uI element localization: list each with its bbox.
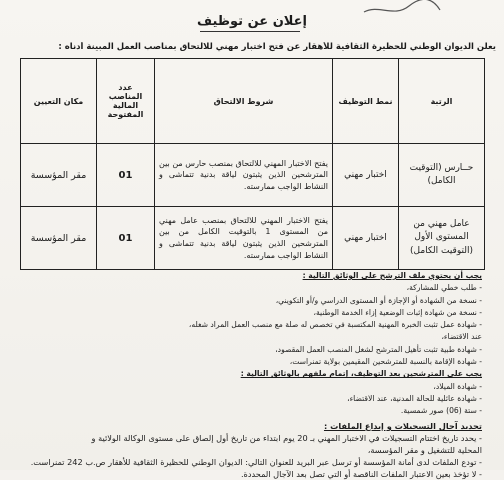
list-item: - شهادة الميلاد،: [182, 381, 482, 393]
cell-positions: 01: [97, 207, 155, 270]
intro-text: يعلن الديوان الوطني للحظيرة الثقافية للأهقار عن فتح اختبار مهني للالتحاق بمناصب العمل المبينة أدناه :: [58, 42, 496, 52]
title-underline: [200, 31, 300, 32]
cell-conditions: يفتح الاختبار المهني للالتحاق بمنصب عامل مهني من المستوى 1 بالتوقيت الكامل من بين المترشحين الذين يثبتون لياقة بدنية تتماشى و النشاط الواجب ممارسته.: [155, 207, 333, 270]
list-item: - شهادة عائلية للحالة المدنية، عند الاقتضاء،: [182, 393, 482, 405]
header-rank: الرتبة: [399, 59, 485, 144]
table-row: [21, 144, 485, 207]
header-place: مكان التعيين: [21, 59, 97, 144]
page-title: إعلان عن توظيف: [197, 14, 307, 29]
cell-conditions: يفتح الاختبار المهني للالتحاق بمنصب حارس من بين المترشحين الذين يثبتون لياقة بدنية تتماشى و النشاط الواجب ممارسته.: [155, 144, 333, 207]
cell-rank: عامل مهني من المستوى الأول (التوقيت الكامل): [399, 207, 485, 270]
list-item: - شهادة طبية تثبت تأهيل المترشح لشغل المنصب العمل المقصود،: [182, 344, 482, 356]
after-hiring-heading: يجب على المترشحين بعد التوظيف، إتمام ملفهم بالوثائق التالية :: [240, 369, 482, 379]
header-positions: عدد المناصب المالية المفتوحة: [97, 59, 155, 144]
header-conditions: شروط الالتحاق: [155, 59, 333, 144]
table-row: [21, 207, 485, 270]
required-documents: [182, 270, 482, 418]
list-item: - شهادة عمل تثبت الخبرة المهنية المكتسبة في تخصص له صلة مع منصب العمل المراد شغله، عند الاقتضاء،: [182, 319, 482, 344]
table-header-row: [21, 59, 485, 144]
deadlines-heading: تحديد آجال التسجيلات و إيداع الملفات :: [323, 421, 482, 431]
deadline-line: - يحدد تاريخ اختتام التسجيلات في الاختبار المهني بـ 20 يوم ابتداء من تاريخ أول إلصاق على مستوى الوكالة الولائية و: [12, 432, 482, 444]
cell-place: مقر المؤسسة: [21, 144, 97, 207]
deadline-line: المحلية للتشغيل و مقر المؤسسة،: [367, 445, 482, 455]
positions-table: [20, 58, 485, 270]
cell-positions: 01: [97, 144, 155, 207]
list-item: - شهادة الإقامة بالنسبة للمترشحين المقيمين بولاية تمنراست،: [182, 356, 482, 368]
deadline-line: - تودع الملفات لدى أمانة المؤسسة أو ترسل عبر البريد للعنوان التالي: الديوان الوطني للحظيرة الثقافية للأهقار ص.ب 242 تمنراست.: [12, 456, 482, 468]
cell-mode: اختبار مهني: [333, 144, 399, 207]
cell-place: مقر المؤسسة: [21, 207, 97, 270]
list-item: - طلب خطي للمشاركة،: [182, 282, 482, 294]
header-mode: نمط التوظيف: [333, 59, 399, 144]
list-item: - نسخة من الشهادة أو الإجازة أو المستوى الدراسي و/أو التكويني،: [182, 295, 482, 307]
list-item: - نسخة من شهادة إثبات الوضعية إزاء الخدمة الوطنية،: [182, 307, 482, 319]
documents-heading: يجب أن يحتوي ملف الترشح على الوثائق التالية :: [302, 271, 482, 280]
deadlines-section: [12, 420, 482, 480]
deadline-line: - لا تؤخذ بعين الاعتبار الملفات الناقصة أو التي تصل بعد الآجال المحددة.: [12, 468, 482, 480]
list-item: - ستة (06) صور شمسية.: [182, 405, 482, 417]
cell-mode: اختبار مهني: [333, 207, 399, 270]
cell-rank: حــارس (التوقيت الكامل): [399, 144, 485, 207]
